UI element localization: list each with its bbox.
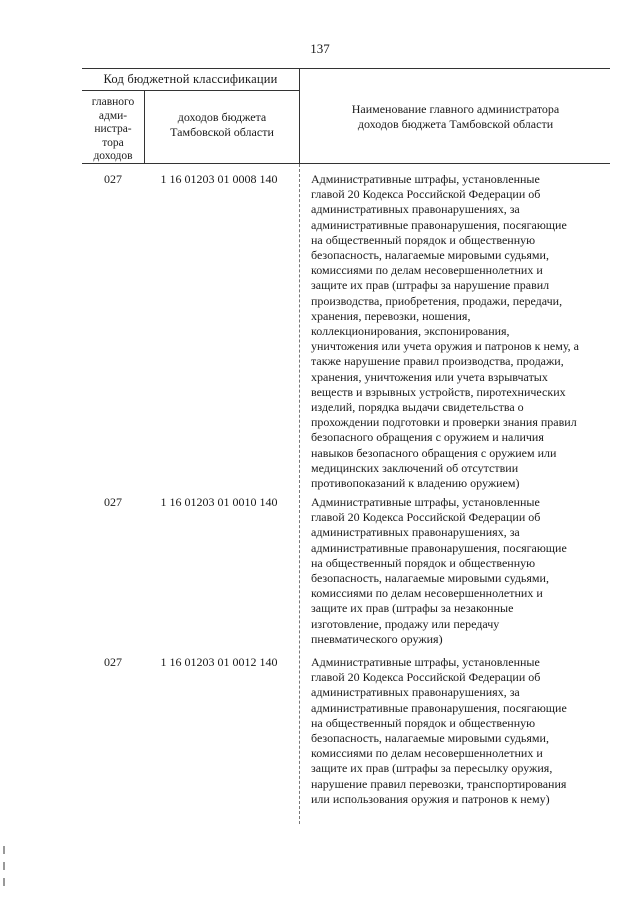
income-name: Административные штрафы, установленные главой 20 Кодекса Российской Федерации об административных правонарушениях, за административные правонарушения, посягающие на общественный порядок и общественную безопасность, налагаемые мировыми судьями, комиссиями по делам несовершеннолетних и защите их прав (штрафы за незаконные изготовление, продажу или передачу пневматического оружия): [311, 495, 567, 646]
scan-margin-mark: [3, 862, 5, 870]
scan-margin-mark: [3, 846, 5, 854]
administrator-code: 027: [104, 495, 122, 509]
region-income-column-heading: доходов бюджета Тамбовской области: [170, 110, 274, 139]
column-divider-name-header: [299, 68, 300, 164]
column-divider-name-body: [299, 164, 300, 824]
income-name: Административные штрафы, установленные главой 20 Кодекса Российской Федерации об административных правонарушениях, за административные правонарушения, посягающие на общественный порядок и общественную безопасность, налагаемые мировыми судьями, комиссиями по делам несовершеннолетних и защите их прав (штрафы за пересылку оружия, нарушение правил перевозки, транспортирования или использования оружия и патронов к нему): [311, 655, 567, 806]
income-code: 1 16 01203 01 0012 140: [160, 655, 278, 669]
administrator-code: 027: [104, 655, 122, 669]
income-code: 1 16 01203 01 0008 140: [160, 172, 278, 186]
income-code: 1 16 01203 01 0010 140: [160, 495, 278, 509]
column-divider-admin: [144, 91, 145, 164]
administrator-code: 027: [104, 172, 122, 186]
budget-classification-code-heading: Код бюджетной классификации: [103, 72, 278, 86]
header-bottom-rule: [82, 163, 610, 164]
main-administrator-column-heading: главного адми- нистра- тора доходов: [91, 96, 135, 163]
page-number: 137: [310, 41, 330, 56]
header-group-rule: [82, 90, 299, 91]
header-top-rule: [82, 68, 610, 69]
income-name: Административные штрафы, установленные главой 20 Кодекса Российской Федерации об административных правонарушениях, за административные правонарушения, посягающие на общественный порядок и общественную безопасность, налагаемые мировыми судьями, комиссиями по делам несовершеннолетних и защите их прав (штрафы за нарушение правил производства, приобретения, продажи, передачи, хранения, перевозки, ношения, коллекционирования, экспонирования, уничтожения или учета оружия и патронов к нему, а также нарушение правил производства, продажи, хранения, уничтожения или учета взрывчатых веществ и взрывных устройств, пиротехнических изделий, порядка выдачи свидетельства о прохождении подготовки и проверки знания правил безопасного обращения с оружием и наличия навыков безопасного обращения с оружием или медицинских заключений об отсутствии противопоказаний к владению оружием): [311, 172, 579, 491]
scan-margin-mark: [3, 878, 5, 886]
administrator-name-column-heading: Наименование главного администратора доходов бюджета Тамбовской области: [351, 102, 560, 131]
